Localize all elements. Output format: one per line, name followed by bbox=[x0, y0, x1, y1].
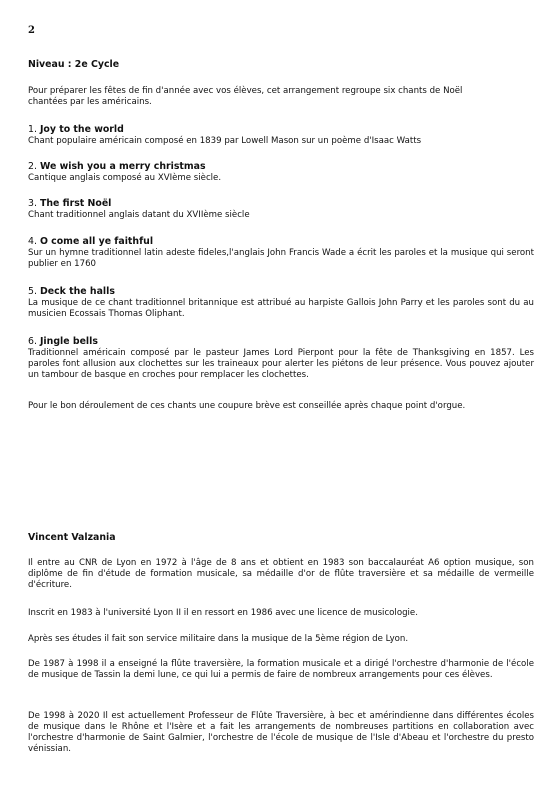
bio-paragraph-1 bbox=[28, 558, 534, 591]
note-block bbox=[28, 401, 534, 412]
bio-text: Il entre au CNR de Lyon en 1972 à l'âge de 8 ans et obtient en 1983 son baccalauréat A6 option musique, son diplôme de fin d'étude de formation musicale, sa médaille d'or de flûte traversière et sa médaille de vermeille d'écriture. bbox=[28, 558, 534, 590]
song-description: Chant traditionnel anglais datant du XVIIème siècle bbox=[28, 210, 250, 220]
song-title: O come all ye faithful bbox=[39, 236, 154, 247]
song-title: Deck the halls bbox=[39, 286, 115, 297]
song-description: La musique de ce chant traditionnel britannique est attribué au harpiste Gallois John Parry et les paroles sont du au musicien Ecossais Thomas Oliphant. bbox=[28, 298, 534, 319]
bio-heading: Vincent Valzania bbox=[28, 532, 116, 543]
song-title-line bbox=[28, 286, 534, 298]
level-section bbox=[28, 59, 534, 70]
song-number: 5. bbox=[28, 286, 37, 297]
song-title-line bbox=[28, 236, 534, 248]
song-3 bbox=[28, 198, 534, 221]
note-text: Pour le bon déroulement de ces chants une coupure brève est conseillée après chaque point d'orgue. bbox=[28, 401, 466, 411]
song-title: Joy to the world bbox=[39, 124, 124, 135]
bio-paragraph-4 bbox=[28, 659, 534, 681]
song-title: The first Noël bbox=[39, 198, 112, 209]
bio-heading-block bbox=[28, 532, 534, 543]
song-description: Sur un hymne traditionnel latin adeste fideles,l'anglais John Francis Wade a écrit les paroles et la musique qui seront publier en 1760 bbox=[28, 248, 534, 269]
song-description: Traditionnel américain composé par le pasteur James Lord Pierpont pour la fête de Thanksgiving en 1857. Les paroles font allusion aux clochettes sur les traineaux pour alerter les piétons de leur présence. Vous pouvez ajouter un tambour de basque en croches pour remplacer les clochettes. bbox=[28, 348, 534, 380]
intro-block bbox=[28, 86, 478, 108]
level-heading: Niveau : 2e Cycle bbox=[28, 59, 120, 70]
bio-text: De 1987 à 1998 il a enseigné la flûte traversière, la formation musicale et a dirigé l'orchestre d'harmonie de l'école de musique de Tassin la demi lune, ce qui lui a permis de faire de nombreux arrangements pour ces élèves. bbox=[28, 659, 534, 680]
song-number: 3. bbox=[28, 198, 37, 209]
intro-text: Pour préparer les fêtes de fin d'année avec vos élèves, cet arrangement regroupe six chants de Noël chantées par les américains. bbox=[28, 86, 463, 107]
song-number: 1. bbox=[28, 124, 37, 135]
song-4 bbox=[28, 236, 534, 270]
song-5 bbox=[28, 286, 534, 320]
song-number: 4. bbox=[28, 236, 37, 247]
bio-paragraph-5 bbox=[28, 711, 534, 755]
song-2 bbox=[28, 161, 534, 184]
song-title-line bbox=[28, 124, 534, 136]
song-6 bbox=[28, 336, 534, 381]
song-number: 2. bbox=[28, 161, 37, 172]
song-title-line bbox=[28, 198, 534, 210]
song-title: Jingle bells bbox=[39, 336, 98, 347]
bio-text: Inscrit en 1983 à l'université Lyon II il en ressort en 1986 avec une licence de musicologie. bbox=[28, 608, 418, 618]
bio-text: Après ses études il fait son service militaire dans la musique de la 5ème région de Lyon. bbox=[28, 634, 409, 644]
song-description: Cantique anglais composé au XVIème siècle. bbox=[28, 173, 222, 183]
song-1 bbox=[28, 124, 534, 147]
song-title: We wish you a merry christmas bbox=[39, 161, 206, 172]
bio-paragraph-3 bbox=[28, 634, 534, 645]
song-title-line bbox=[28, 161, 534, 173]
bio-paragraph-2 bbox=[28, 608, 534, 619]
song-number: 6. bbox=[28, 336, 37, 347]
song-title-line bbox=[28, 336, 534, 348]
song-description: Chant populaire américain composé en 1839 par Lowell Mason sur un poème d'Isaac Watts bbox=[28, 136, 422, 146]
page-number: 2 bbox=[28, 25, 35, 36]
bio-text: De 1998 à 2020 Il est actuellement Professeur de Flûte Traversière, à bec et amérindienne dans différentes écoles de musique dans le Rhône et l'Isère et a fait les arrangements de nombreuses partitions en collaboration avec l'orchestre d'harmonie de Saint Galmier, l'orchestre de l'école de musique de l'Isle d'Abeau et l'orchestre du presto vénissian. bbox=[28, 711, 534, 754]
